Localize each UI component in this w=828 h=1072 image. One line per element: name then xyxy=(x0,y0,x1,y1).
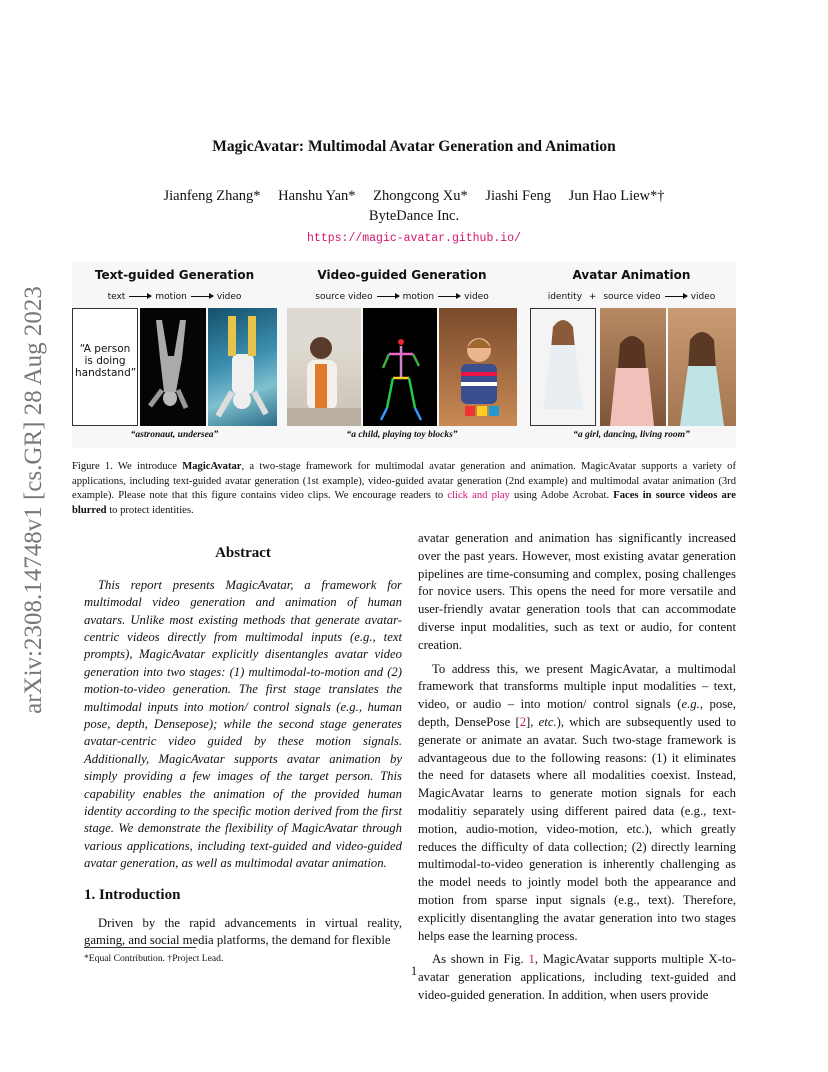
figure-1[interactable] xyxy=(72,262,736,448)
pipeline-label xyxy=(287,292,517,302)
pipeline-step: motion xyxy=(155,292,187,302)
pipeline-label xyxy=(527,292,736,302)
pipeline-label xyxy=(72,292,277,302)
pipeline-step: video xyxy=(216,292,242,302)
introduction-heading: 1. Introduction xyxy=(84,886,181,903)
panel-caption: “astronaut, undersea” xyxy=(130,430,219,440)
panel-title: Video-guided Generation xyxy=(317,268,487,282)
text-prompt-box xyxy=(72,308,138,426)
author: Zhongcong Xu* xyxy=(373,188,468,204)
figure-ref-link[interactable]: 1 xyxy=(528,952,535,967)
abstract-heading: Abstract xyxy=(215,545,271,561)
caption-text: to protect identities. xyxy=(106,504,194,516)
arrow-icon xyxy=(665,296,687,297)
generated-video-astronaut[interactable] xyxy=(208,308,277,426)
prompt-text: “A person is doing handstand” xyxy=(75,343,137,379)
footnote: *Equal Contribution. †Project Lead. xyxy=(84,953,224,964)
pipeline-step: text xyxy=(107,292,126,302)
footnote-rule xyxy=(84,947,196,948)
pipeline-step: video xyxy=(690,292,716,302)
author: Jianfeng Zhang* xyxy=(163,188,261,204)
caption-bold: Faces in source videos are blurred xyxy=(72,490,736,516)
text-italic: e.g. xyxy=(681,697,700,712)
citation-link[interactable]: 2 xyxy=(519,714,527,729)
text: ], xyxy=(526,714,539,729)
author: Jiashi Feng xyxy=(485,188,552,204)
caption-text: using Adobe Acrobat. xyxy=(509,490,614,502)
author: Jun Hao Liew*† xyxy=(568,188,665,204)
motion-depth-image[interactable] xyxy=(140,308,206,426)
text: ), which are subsequently used to generate or animate an avatar. Such two-stage framework is advantageous due to the following reasons: (1) it eliminates the need for datasets where all modalities coexist. Instead, MagicAvatar learns to generate motion signals for each modalitiy separately using different paired data (e.g., text-motion, audio-motion, video-motion, etc.), which greatly reduces the difficulty of data collection; (2) directly learning multimodal-to-video generation is inherently challenging as the model needs to jointly model both the appearance and motion from sparse input signals (e.g., text). Therefore, explicitly disentangling the avatar generation into two stages helps ease the learning process. xyxy=(418,714,736,943)
text: As shown in Fig. xyxy=(432,952,529,967)
pipeline-step: motion xyxy=(402,292,435,302)
author-list xyxy=(0,188,828,205)
caption-bold: MagicAvatar xyxy=(182,461,242,472)
source-video-kitchen[interactable] xyxy=(287,308,361,426)
paper-title: MagicAvatar: Multimodal Avatar Generation and Animation xyxy=(212,138,616,155)
arrow-icon xyxy=(191,296,213,297)
left-column xyxy=(84,545,402,956)
identity-image[interactable] xyxy=(530,308,596,426)
generated-video-child[interactable] xyxy=(439,308,517,426)
intro-paragraph: Driven by the rapid advancements in virtual reality, gaming, and social media platforms, the demand for flexible xyxy=(84,915,402,948)
figure-caption xyxy=(72,460,736,518)
project-url-link[interactable]: https://magic-avatar.github.io/ xyxy=(307,232,521,245)
panel-caption: “a child, playing toy blocks” xyxy=(346,430,458,440)
caption-text: Figure 1. We introduce xyxy=(72,461,183,472)
generated-video-girl[interactable] xyxy=(668,308,736,426)
intro-paragraph: avatar generation and animation has significantly increased over the past years. However, most existing avatar generation pipelines are time-consuming and complex, posing challenges for novice users. This opens the need for more versatile and user-friendly avatar generation tools that can accommodate diverse input modalities, such as text or audio, for content creation. xyxy=(418,531,736,652)
author: Hanshu Yan* xyxy=(278,188,356,204)
pipeline-step: video xyxy=(464,292,489,302)
arxiv-stamp-text: arXiv:2308.14748v1 [cs.GR] 28 Aug 2023 xyxy=(20,286,47,714)
pipeline-step: identity xyxy=(547,292,583,302)
arrow-icon xyxy=(129,296,151,297)
panel-caption: “a girl, dancing, living room” xyxy=(573,430,690,440)
arxiv-stamp xyxy=(14,280,54,720)
arrow-icon xyxy=(438,296,460,297)
arrow-icon xyxy=(377,296,399,297)
abstract-text: This report presents MagicAvatar, a framework for multimodal video generation and animation of human avatars. Unlike most existing methods that generate avatar-centric videos directly from multimodal inputs (e.g., text prompts), MagicAvatar explicitly disentangles avatar video generation into two stages: (1) multimodal-to-motion and (2) motion-to-video generation. The first stage translates the multimodal inputs into motion/ control signals (e.g., human pose, depth, Densepose); while the second stage generates avatar-centric video guided by these motion signals. Additionally, MagicAvatar supports avatar animation by simply providing a few images of the target person. This capability enables the animation of the provided human identity according to the specific motion derived from the first stage. We demonstrate the flexibility of MagicAvatar through various applications, including text-guided and video-guided avatar generation, as well as multimodal avatar animation. xyxy=(84,577,402,871)
text: To address this, we present MagicAvatar, a multimodal framework that transforms multiple input modalities – text, video, or audio – into motion/ control signals ( xyxy=(418,661,736,712)
right-column xyxy=(418,530,736,1011)
pose-skeleton-image[interactable] xyxy=(363,308,437,426)
panel-title: Text-guided Generation xyxy=(94,268,255,282)
pipeline-step: source video xyxy=(603,292,661,302)
intro-paragraph xyxy=(418,661,736,946)
affiliation: ByteDance Inc. xyxy=(368,208,460,224)
pipeline-step: + xyxy=(588,292,597,302)
text: , MagicAvatar supports multiple X-to-avatar generation applications, including text-guided and video-guided generation. In addition, when users provide xyxy=(418,952,736,1002)
panel-title: Avatar Animation xyxy=(572,268,691,282)
click-and-play-link[interactable]: click and play xyxy=(447,490,510,502)
caption-text: , a two-stage framework for multimodal avatar generation and animation. MagicAvatar supports a variety of applications, including text-guided avatar generation (1st example), video-guided avatar generation (2nd example) and multimodal avatar animation (3rd example). Please note that this figure contains video clips. We encourage readers to xyxy=(72,461,736,502)
source-video-dance[interactable] xyxy=(600,308,666,426)
text-italic: etc. xyxy=(538,714,557,729)
pipeline-step: source video xyxy=(315,292,373,302)
page-number: 1 xyxy=(410,964,418,978)
text: , pose, depth, DensePose [ xyxy=(418,697,736,729)
